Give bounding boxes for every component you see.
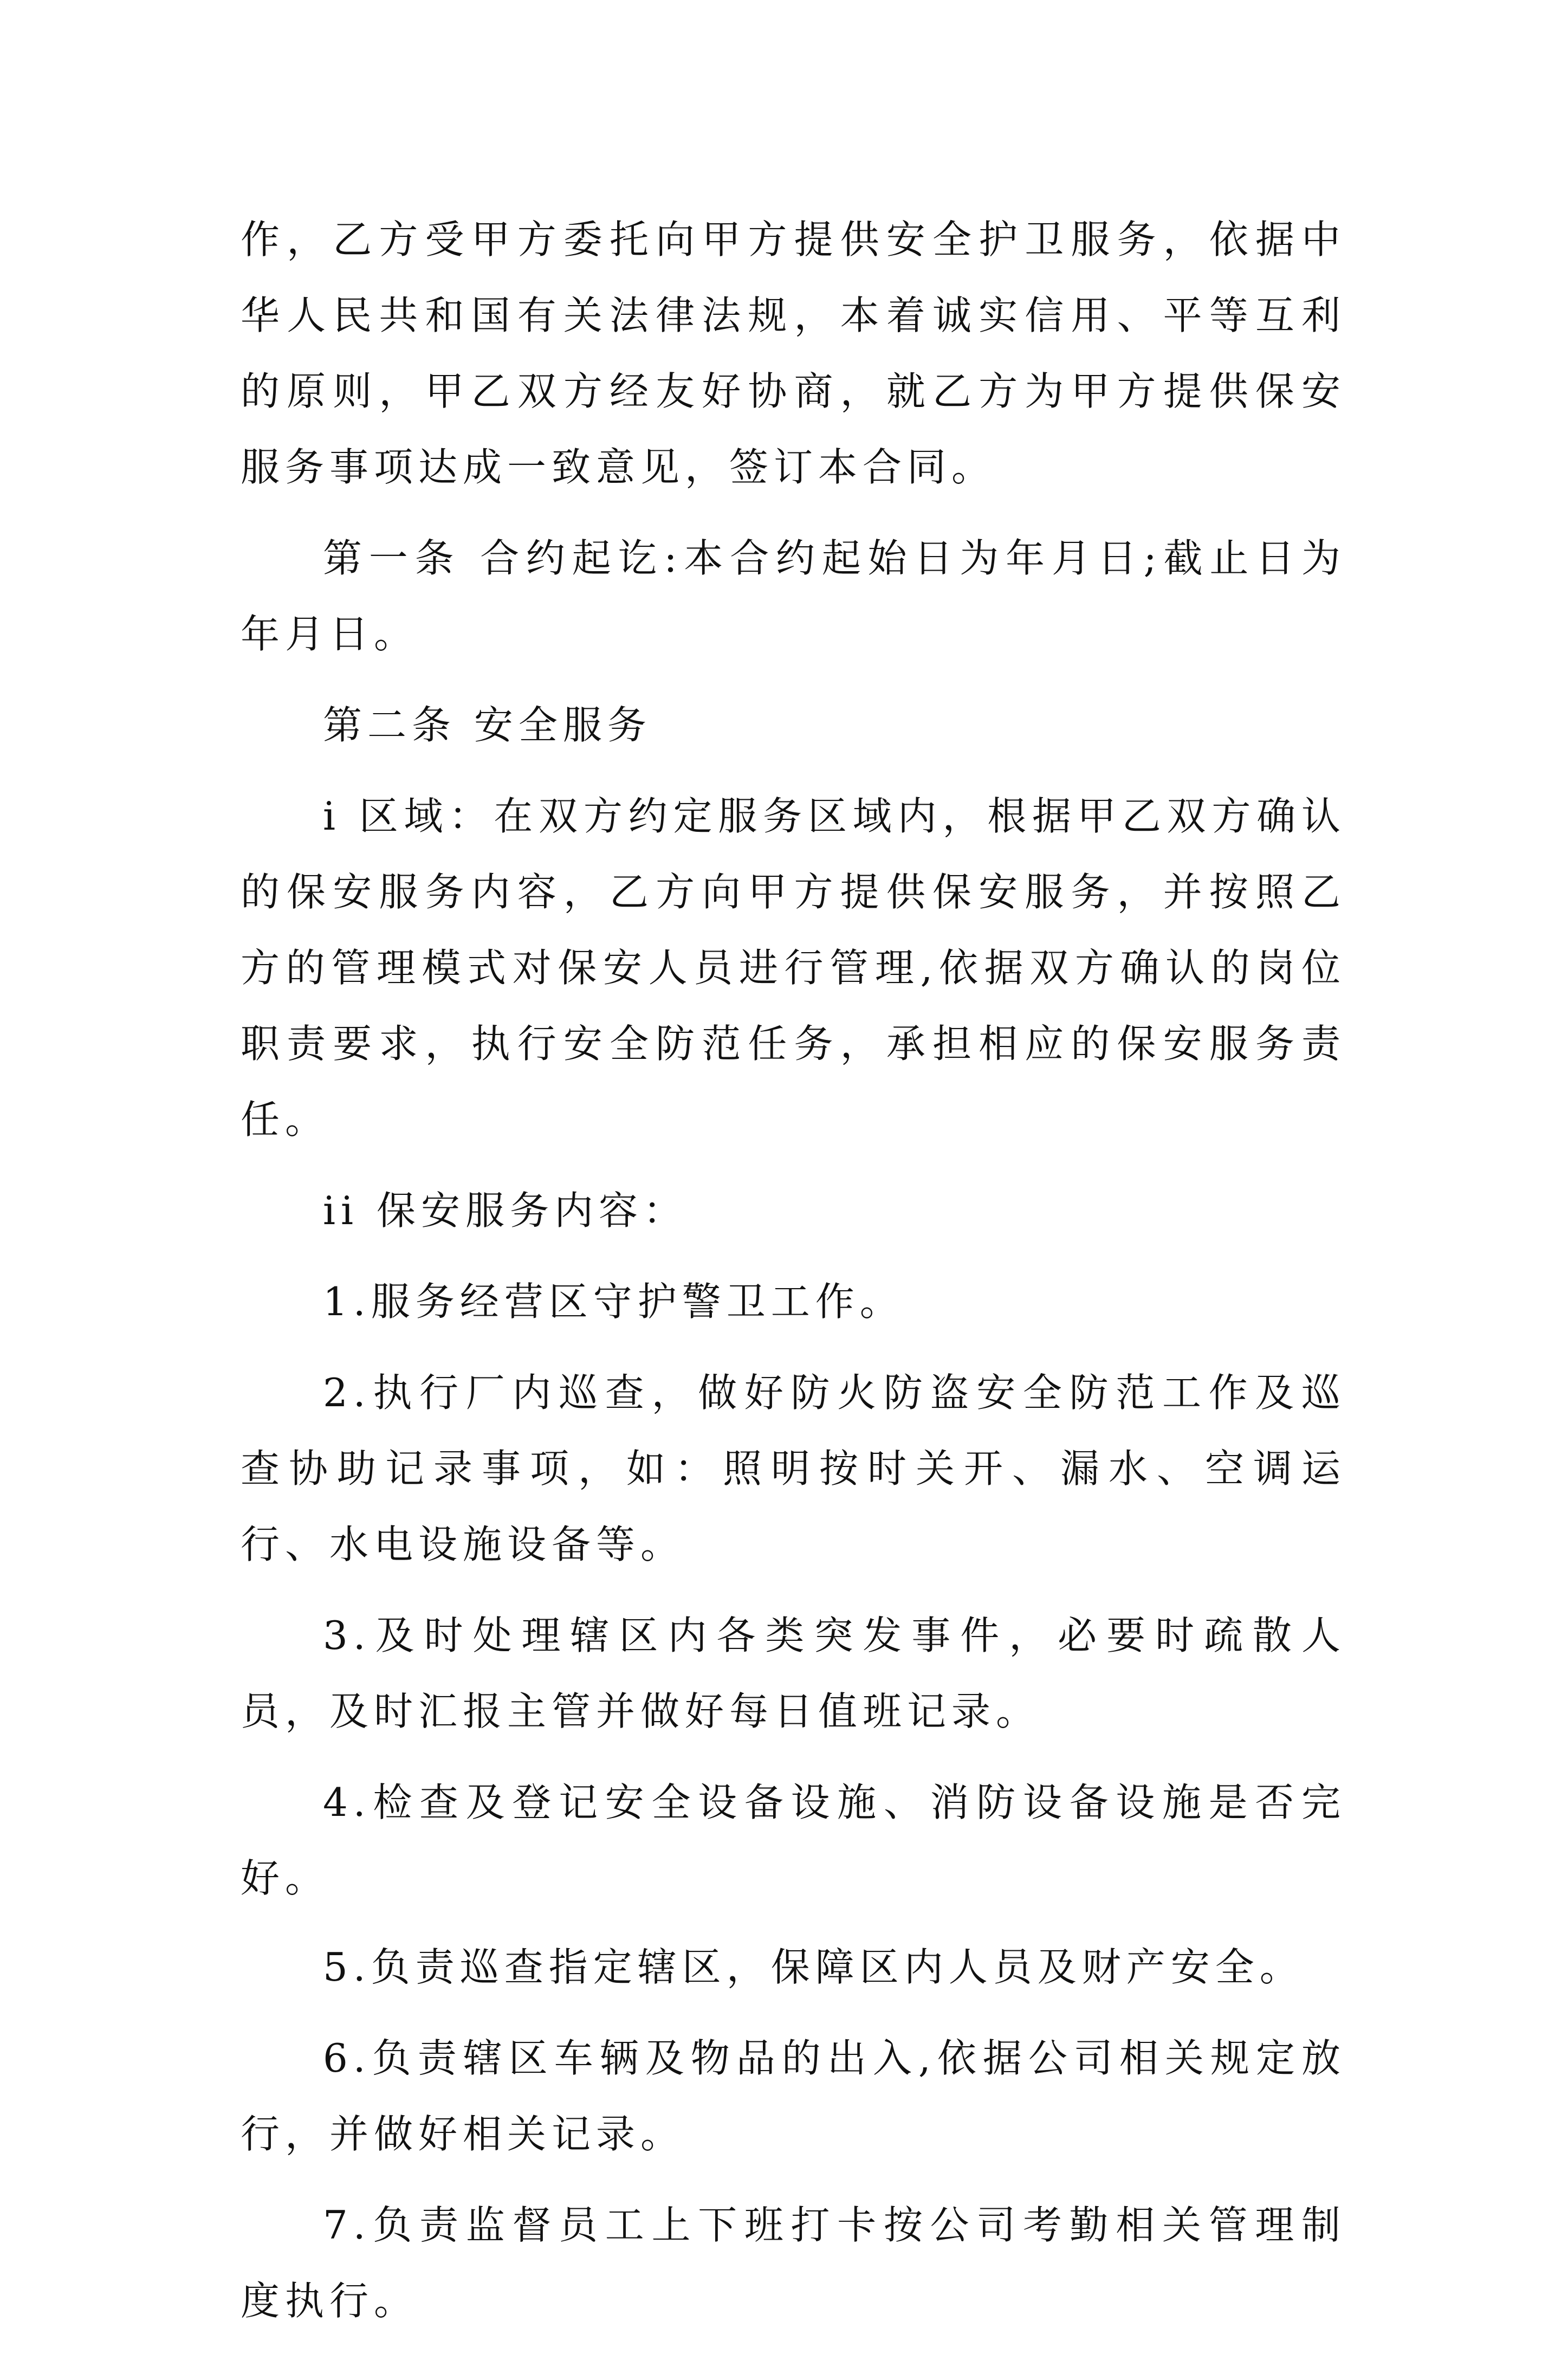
list-item-4: 4.检查及登记安全设备设施、消防设备设施是否完好。 bbox=[241, 1780, 1346, 1901]
list-item-7: 7.负责监督员工上下班打卡按公司考勤相关管理制度执行。 bbox=[241, 2202, 1346, 2324]
article-2-heading: 第二条 安全服务 bbox=[323, 702, 652, 748]
article-1-term-paragraph: 第一条 合约起讫:本合约起始日为年月日;截止日为年月日。 bbox=[241, 535, 1346, 657]
service-area-paragraph: i 区域：在双方约定服务区域内，根据甲乙双方确认的保安服务内容，乙方向甲方提供保安服务，并按照乙方的管理模式对保安人员进行管理,依据双方确认的岗位职责要求，执行安全防范任务，承担相应的保安服务责任。 bbox=[241, 793, 1346, 1142]
list-item-6: 6.负责辖区车辆及物品的出入,依据公司相关规定放行，并做好相关记录。 bbox=[241, 2035, 1346, 2157]
contract-preamble-paragraph: 作，乙方受甲方委托向甲方提供安全护卫服务，依据中华人民共和国有关法律法规，本着诚实信用、平等互利的原则，甲乙双方经友好协商，就乙方为甲方提供保安服务事项达成一致意见，签订本合同。 bbox=[241, 217, 1346, 490]
list-item-3: 3.及时处理辖区内各类突发事件，必要时疏散人员，及时汇报主管并做好每日值班记录。 bbox=[241, 1613, 1346, 1734]
list-item-2: 2.执行厂内巡查，做好防火防盗安全防范工作及巡查协助记录事项，如：照明按时关开、漏水、空调运行、水电设施设备等。 bbox=[241, 1370, 1346, 1567]
service-content-heading: ii 保安服务内容： bbox=[323, 1188, 688, 1233]
list-item-1: 1.服务经营区守护警卫工作。 bbox=[323, 1279, 904, 1324]
document-body bbox=[241, 202, 1346, 2354]
list-item-5: 5.负责巡查指定辖区，保障区内人员及财产安全。 bbox=[323, 1944, 1304, 1990]
